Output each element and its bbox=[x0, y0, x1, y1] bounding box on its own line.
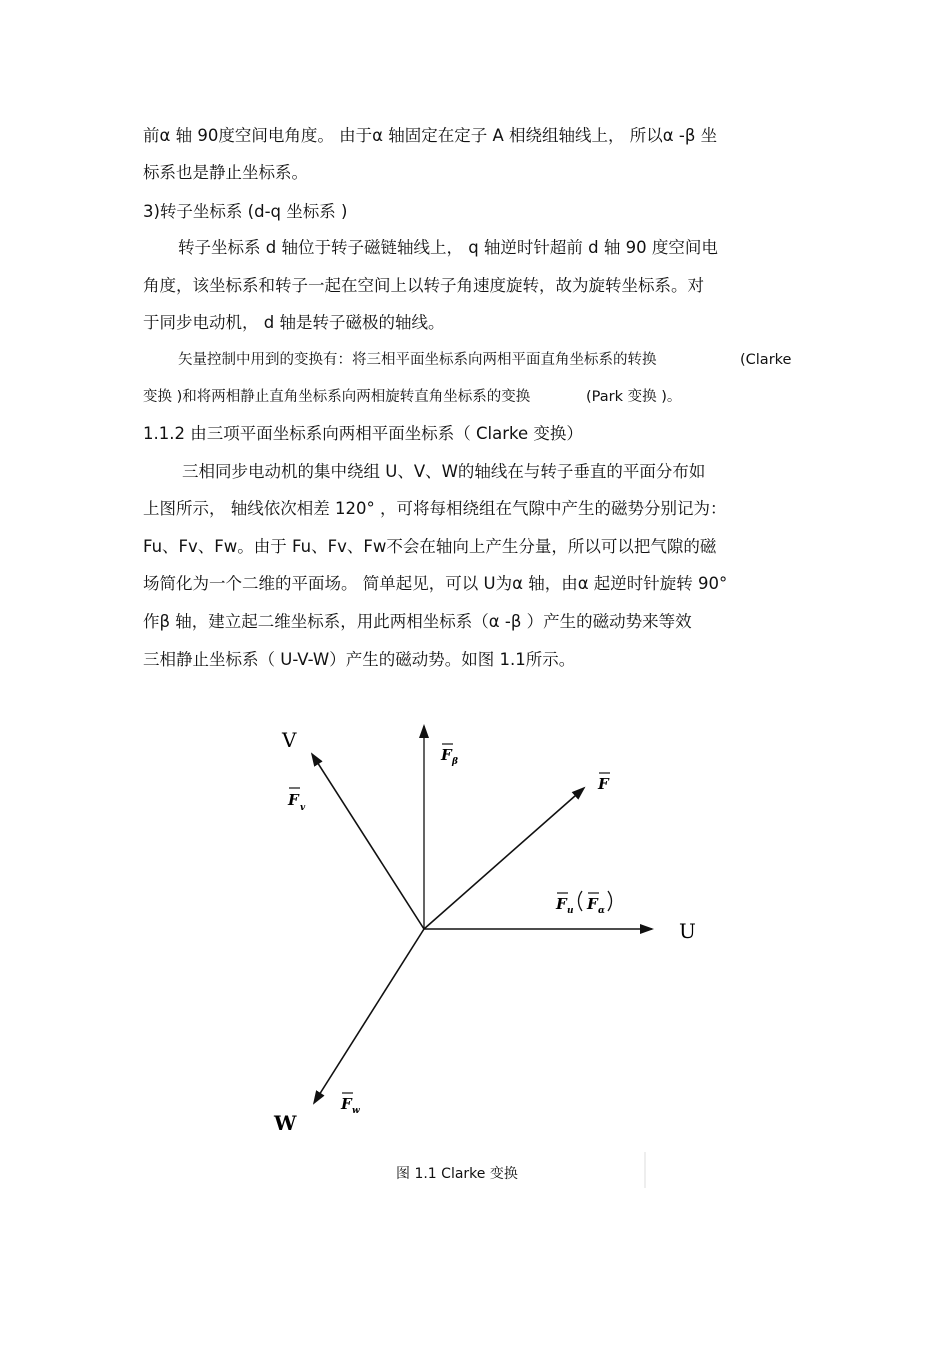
fu-label: F bbox=[556, 895, 567, 913]
paragraph-line: Fu、Fv、Fw。由于 Fu、Fv、Fw不会在轴向上产生分量，所以可以把气隙的磁 bbox=[143, 537, 717, 556]
paragraph-line: 于同步电动机， d 轴是转子磁极的轴线。 bbox=[143, 313, 445, 332]
paragraph-line: 场简化为一个二维的平面场。 简单起见，可以 U为α 轴，由α 起逆时针旋转 90° bbox=[143, 574, 728, 593]
fbeta-label: F bbox=[441, 746, 452, 764]
paragraph-line: 标系也是静止坐标系。 bbox=[143, 163, 308, 182]
paragraph-line: (Park 变换 )。 bbox=[586, 389, 682, 405]
section-heading: 1.1.2 由三项平面坐标系向两相平面坐标系（ Clarke 变换） bbox=[143, 424, 583, 443]
paragraph-line: 转子坐标系 d 轴位于转子磁链轴线上， q 轴逆时针超前 d 轴 90 度空间电 bbox=[178, 238, 718, 257]
v-axis-label: V bbox=[282, 728, 297, 752]
paragraph-line: (Clarke bbox=[740, 352, 792, 368]
paragraph-line: 三相静止坐标系（ U-V-W）产生的磁动势。如图 1.1所示。 bbox=[143, 650, 576, 669]
falpha-subscript: α bbox=[598, 906, 605, 916]
section-heading: 3)转子坐标系 (d-q 坐标系 ) bbox=[143, 202, 348, 221]
fbeta-subscript: β bbox=[452, 757, 458, 767]
paragraph-line: 作β 轴，建立起二维坐标系，用此两相坐标系（α -β ）产生的磁动势来等效 bbox=[143, 612, 692, 631]
falpha-label: F bbox=[587, 895, 598, 913]
w-axis-arrow bbox=[314, 929, 424, 1103]
paragraph-line: 矢量控制中用到的变换有：将三相平面坐标系向两相平面直角坐标系的转换 bbox=[178, 352, 657, 368]
fv-subscript: v bbox=[300, 803, 306, 813]
v-axis-arrow bbox=[312, 754, 424, 929]
paragraph-line: 变换 )和将两相静止直角坐标系向两相旋转直角坐标系的变换 bbox=[143, 389, 531, 405]
fu-subscript: u bbox=[567, 906, 574, 916]
fw-subscript: w bbox=[352, 1106, 360, 1116]
fw-label: F bbox=[341, 1095, 352, 1113]
f-label: F bbox=[598, 775, 609, 793]
figure-caption: 图 1.1 Clarke 变换 bbox=[396, 1166, 518, 1182]
paragraph-line: 上图所示， 轴线依次相差 120° ，可将每相绕组在气隙中产生的磁势分别记为： bbox=[143, 499, 727, 518]
fv-label: F bbox=[288, 791, 299, 809]
paragraph-line: 三相同步电动机的集中绕组 U、V、W的轴线在与转子垂直的平面分布如 bbox=[182, 462, 706, 481]
paragraph-line: 角度，该坐标系和转子一起在空间上以转子角速度旋转，故为旋转坐标系。对 bbox=[143, 276, 704, 295]
w-axis-label: W bbox=[274, 1111, 297, 1135]
paragraph-line: 前α 轴 90度空间电角度。 由于α 轴固定在定子 A 相绕组轴线上， 所以α -β 坐 bbox=[143, 126, 718, 145]
u-axis-label: U bbox=[679, 919, 696, 943]
